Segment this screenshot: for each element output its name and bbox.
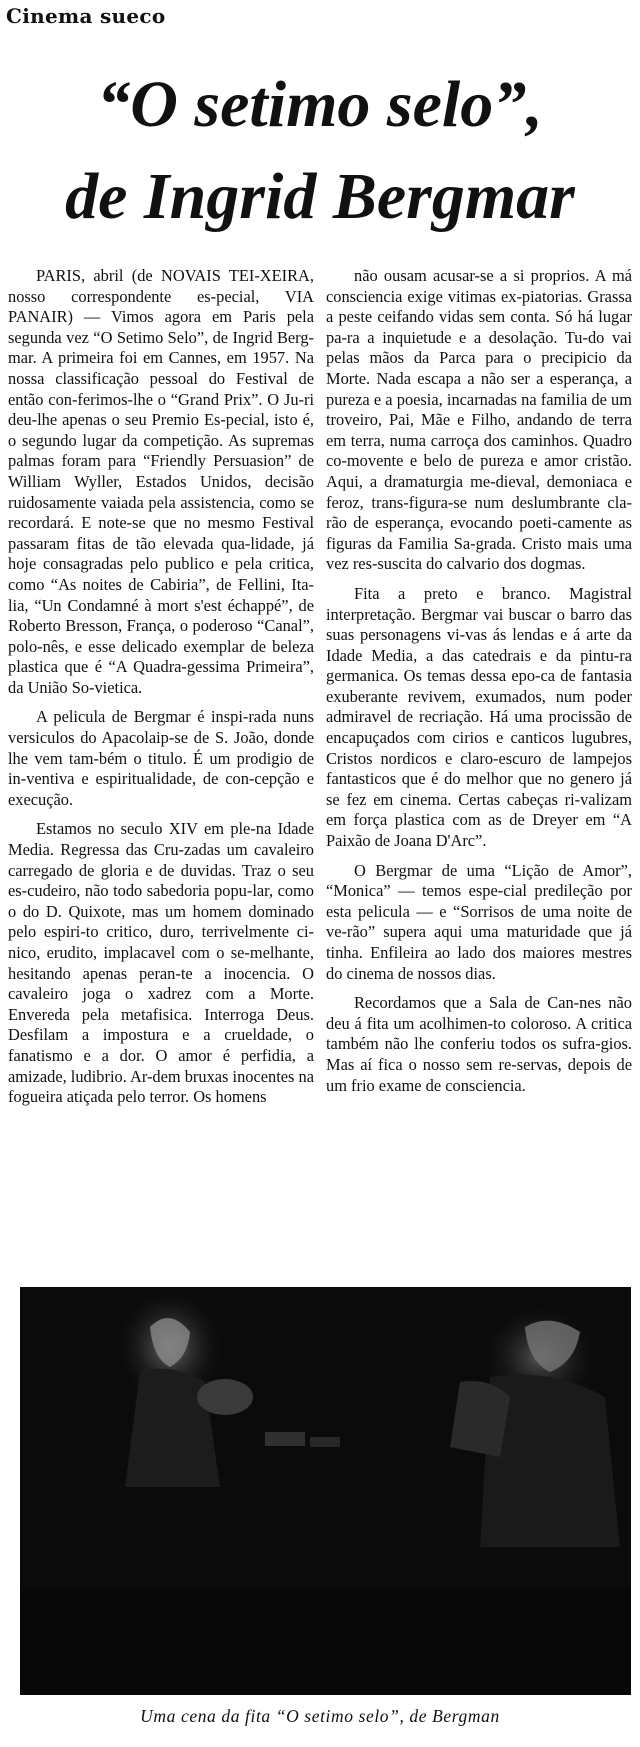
article-paragraph: O Bergmar de uma “Lição de Amor”, “Monica” — temos espe-cial predileção por esta pelicula — e “Sorrisos de uma noite de ve-rão” supera aqui uma maturidade que já tinha. Enfileira ao lado dos maiores mestres do cinema de nossos dias. [326,860,632,983]
headline-line-1: “O setimo selo”, [97,68,543,141]
article-paragraph: A pelicula de Bergmar é inspi-rada nuns versiculos do Apacolaip-se de S. João, donde lhe vem tam-bém o titulo. É um prodigio de in-ventiva e espiritualidade, de con-cepção e execução. [8,707,314,809]
article-paragraph: Estamos no seculo XIV em ple-na Idade Media. Regressa das Cru-zadas um cavaleiro carregado de gloria e de duvidas. Traz o seu es-cudeiro, não todo sabedoria popu-lar, como o do D. Quixote, mas um homem dominado pelo espiri-to critico, duro, terrivelmente ci-nico, erudito, implacavel com o se-melhante, hesitando apenas peran-te a inocencia. O cavaleiro joga o xadrez com a Morte. Envereda pela metafisica. Interroga Deus. Desfilam a impostura e a crueldade, o fanatismo e a dor. O amor é perfidia, a amizade, ludibrio. Ar-dem bruxas inocentes na fogueira atiçada pelo terror. Os homens [8,819,314,1107]
article-column-right [326,266,632,1096]
article-paragraph: Recordamos que a Sala de Can-nes não deu á fita um acolhimen-to coloroso. A critica também não lhe conferiu todos os sufra-gios. Mas aí fica o nosso sem re-servas, depois de um frio exame de consciencia. [326,993,632,1095]
section-label: Cinema sueco [6,4,166,28]
article-column-left [8,266,314,1108]
film-still-image [20,1287,631,1695]
film-still-photo [20,1287,631,1695]
article-paragraph: PARIS, abril (de NOVAIS TEI-XEIRA, nosso correspondente es-pecial, VIA PANAIR) — Vimos agora em Paris pela segunda vez “O Setimo Selo”, de Ingrid Berg-mar. A primeira foi em Cannes, em 1957. Na nossa classificação pessoal do Festival de então con-ferimos-lhe o “Grand Prix”. O Ju-ri deu-lhe apenas o seu Premio Es-pecial, isto é, o segundo lugar da competição. As supremas palmas foram para “Friendly Persuasion” de William Wyller, Estados Unidos, decisão ruidosamente vaiada pela assistencia, como se recordará. E note-se que no mesmo Festival passaram fitas de tão elevada qua-lidade, já hoje consagradas pelo publico e pela critica, como “As noites de Cabiria”, de Fellini, Ita-lia, “Un Condamné à mort s'est échappé”, de Roberto Bresson, França, o poderoso “Canal”, polo-nês, e esse delicado exemplar de beleza plastica que é “A Quadra-gessima Primeira”, da União So-vietica. [8,266,314,697]
article-paragraph: Fita a preto e branco. Magistral interpretação. Bergmar vai buscar o barro das suas personagens vi-vas ás lendas e á arte da Idade Media, a das catedrais e da pintu-ra germanica. Os temas dessa epo-ca de fantasia exuberante revivem, exumados, num poder admiravel de recriação. Há uma procissão de encapuçados com cirios e canticos lugubres, Cristos nordicos e claro-escuro de lampejos fantasticos que é do melhor que no genero já se fez em cinema. Certas cabeças ri-valizam em força plastica com as de Dreyer em “A Paixão de Joana D'Arc”. [326,583,632,851]
photo-caption: Uma cena da fita “O setimo selo”, de Bergman [140,1706,500,1726]
article-paragraph: não ousam acusar-se a si proprios. A má consciencia exige vitimas ex-piatorias. Grassa a peste ceifando vidas sem conta. Só há lugar pa-ra a inquietude e a desolação. Tu-do vai pelas mãos da Parca para o precipicio da Morte. Nada escapa a não ser a esperança, a pureza e a poesia, incarnadas na familia de um troveiro, Pai, Mãe e Filho, andando de terra em terra, numa carroça dos caminhos. Quadro co-movente e belo de pureza e amor cristão. Aqui, a dramaturgia me-dieval, demoniaca e feroz, trans-figura-se num deslumbrante cla-rão de esperança, evocando poeti-camente as figuras da Familia Sa-grada. Cristo mais uma vez res-suscita do calvario dos dogmas. [326,266,632,574]
headline-line-2: de Ingrid Bergmar [65,160,575,233]
